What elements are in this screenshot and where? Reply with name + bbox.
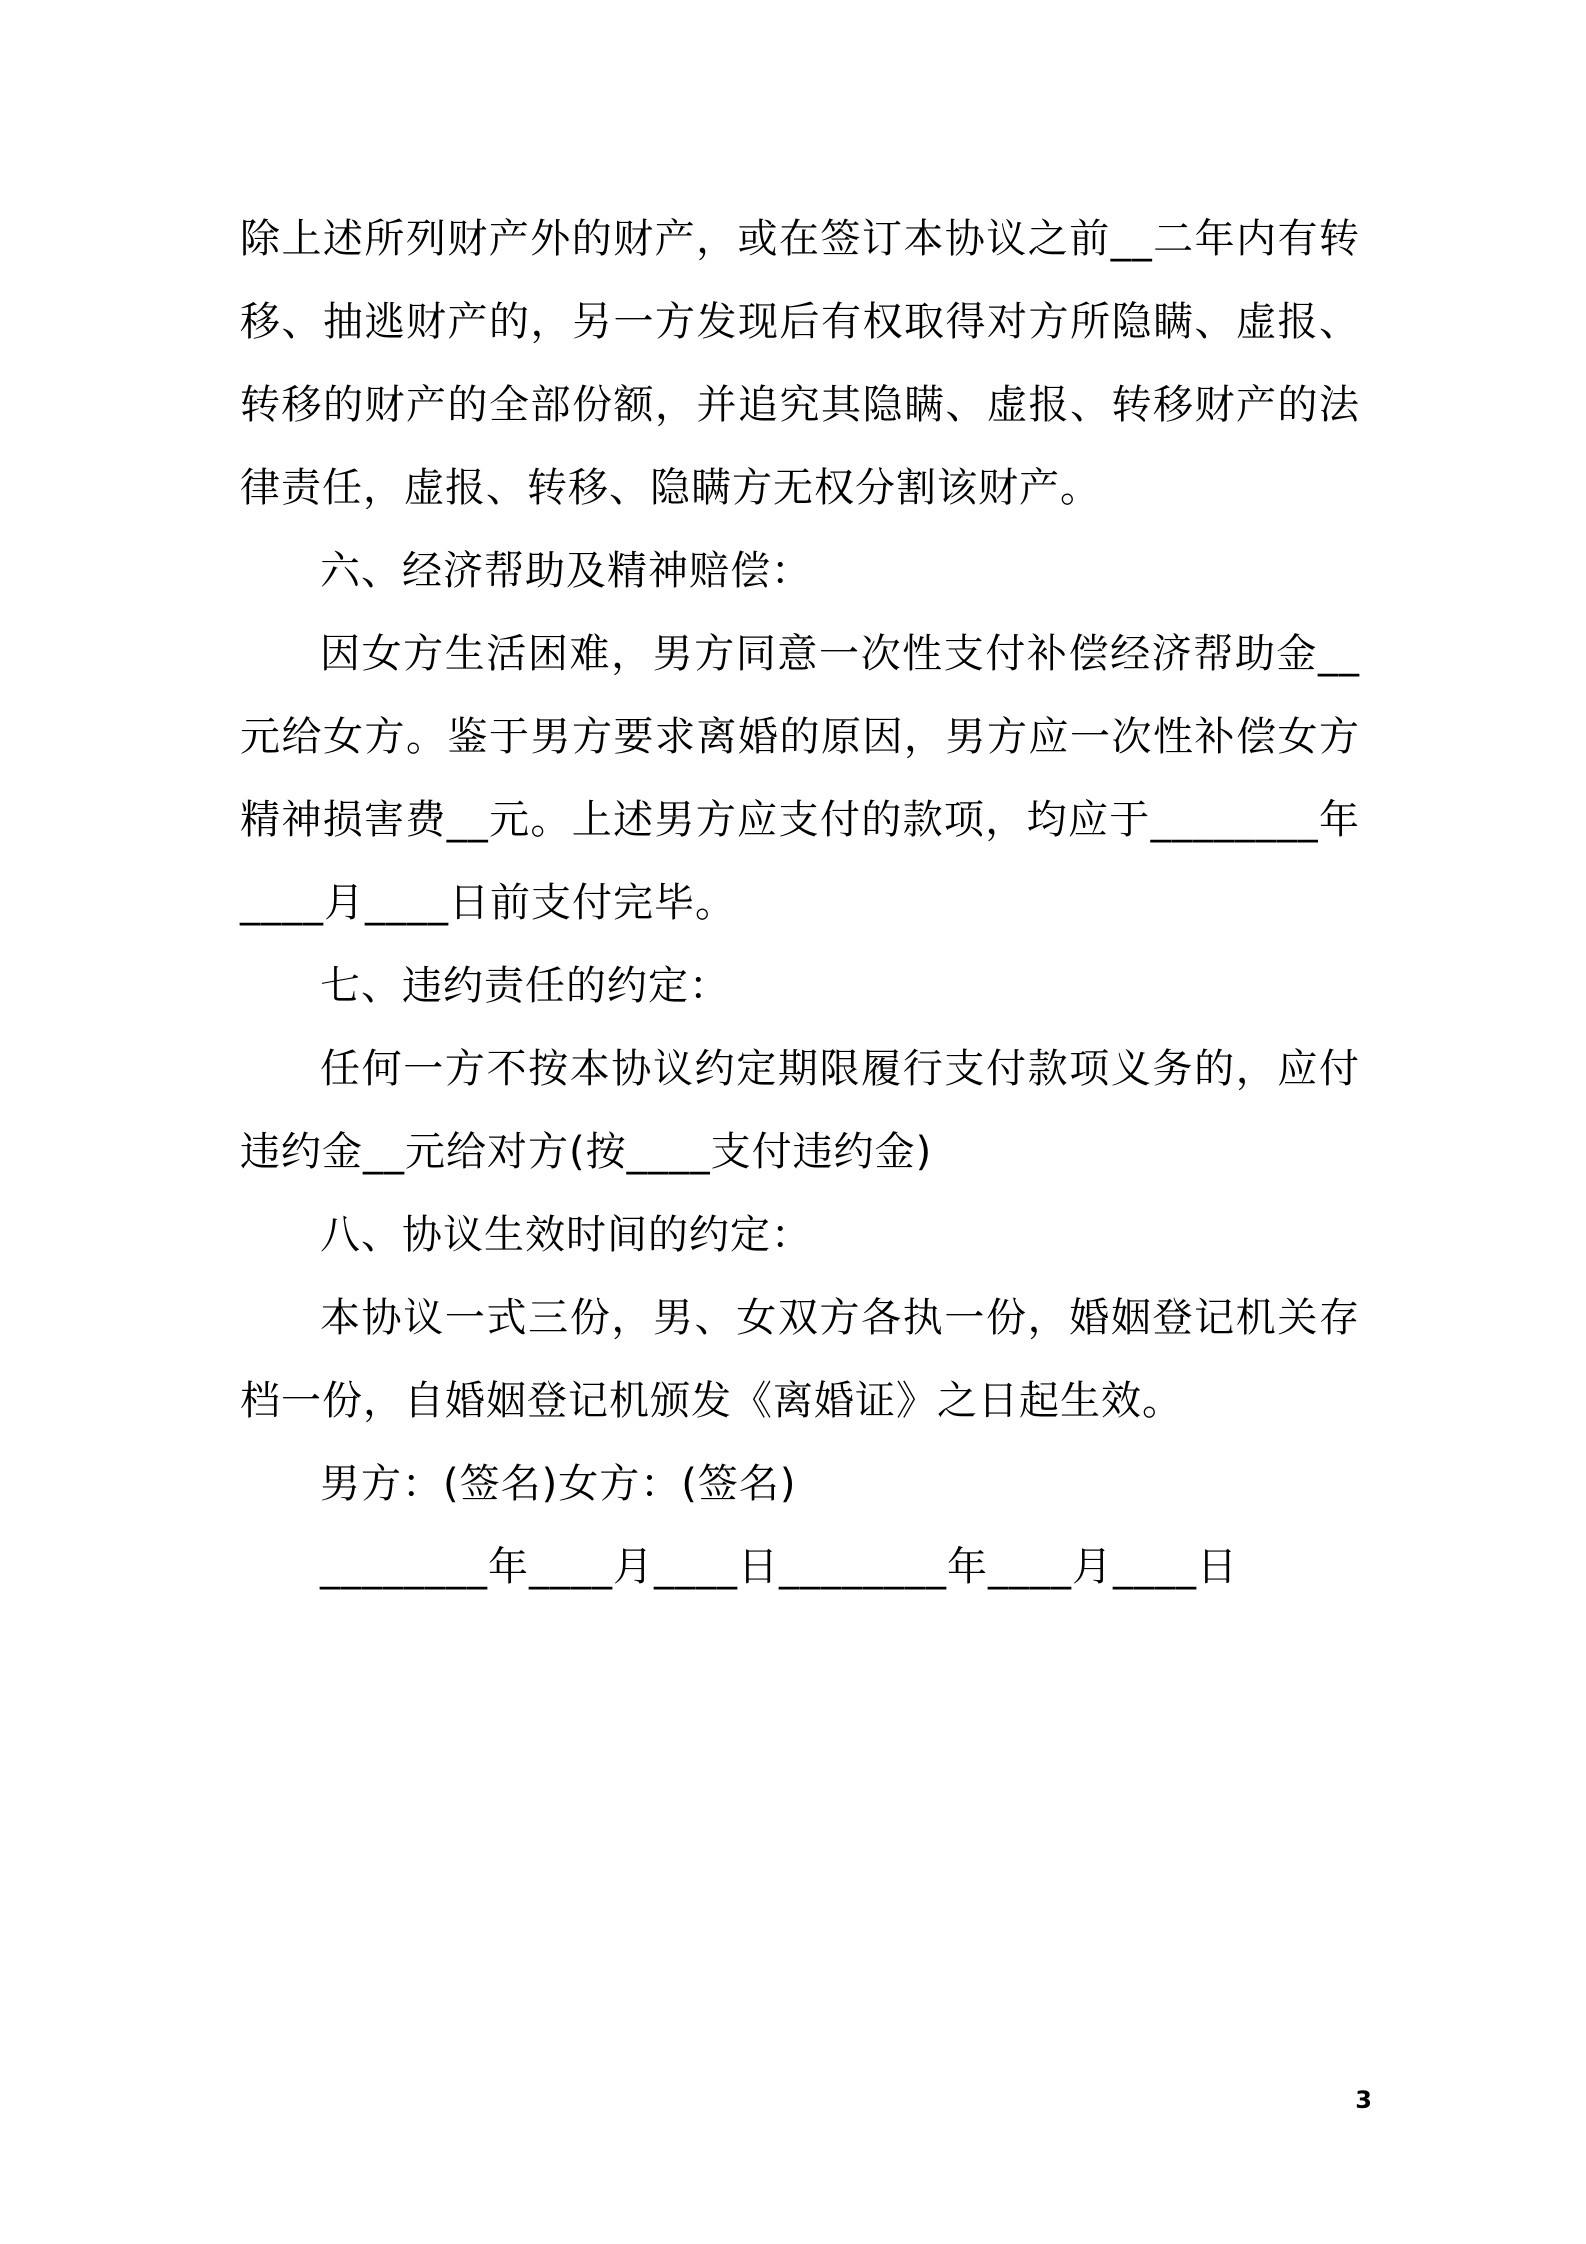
section-heading-breach-liability: 七、违约责任的约定： bbox=[320, 963, 730, 1009]
paragraph-property-concealment: 除上述所列财产外的财产，或在签订本协议之前__二年内有转移、抽逃财产的，另一方发现后有权取得对方所隐瞒、虚报、转移的财产的全部份额，并追究其隐瞒、虚报、转移财产的法律责任，虚报、转移、隐瞒方无权分割该财产。 bbox=[240, 216, 1360, 511]
page-number: 3 bbox=[1355, 2086, 1372, 2114]
paragraph-effective-time: 本协议一式三份，男、女双方各执一份，婚姻登记机关存档一份，自婚姻登记机颁发《离婚证》之日起生效。 bbox=[240, 1295, 1360, 1424]
document-body bbox=[240, 198, 1360, 1609]
signature-line: 男方：(签名)女方：(签名) bbox=[320, 1461, 797, 1507]
paragraph-breach-liability: 任何一方不按本协议约定期限履行支付款项义务的，应付违约金__元给对方(按____支付违约金) bbox=[240, 1046, 1360, 1175]
section-heading-economic-help: 六、经济帮助及精神赔偿： bbox=[320, 548, 812, 594]
section-heading-effective-time: 八、协议生效时间的约定： bbox=[320, 1212, 812, 1258]
paragraph-economic-help: 因女方生活困难，男方同意一次性支付补偿经济帮助金__元给女方。鉴于男方要求离婚的原因，男方应一次性补偿女方精神损害费__元。上述男方应支付的款项，均应于________年____月____日前支付完毕。 bbox=[240, 631, 1360, 926]
date-line: ________年____月____日________年____月____日 bbox=[320, 1544, 1238, 1590]
